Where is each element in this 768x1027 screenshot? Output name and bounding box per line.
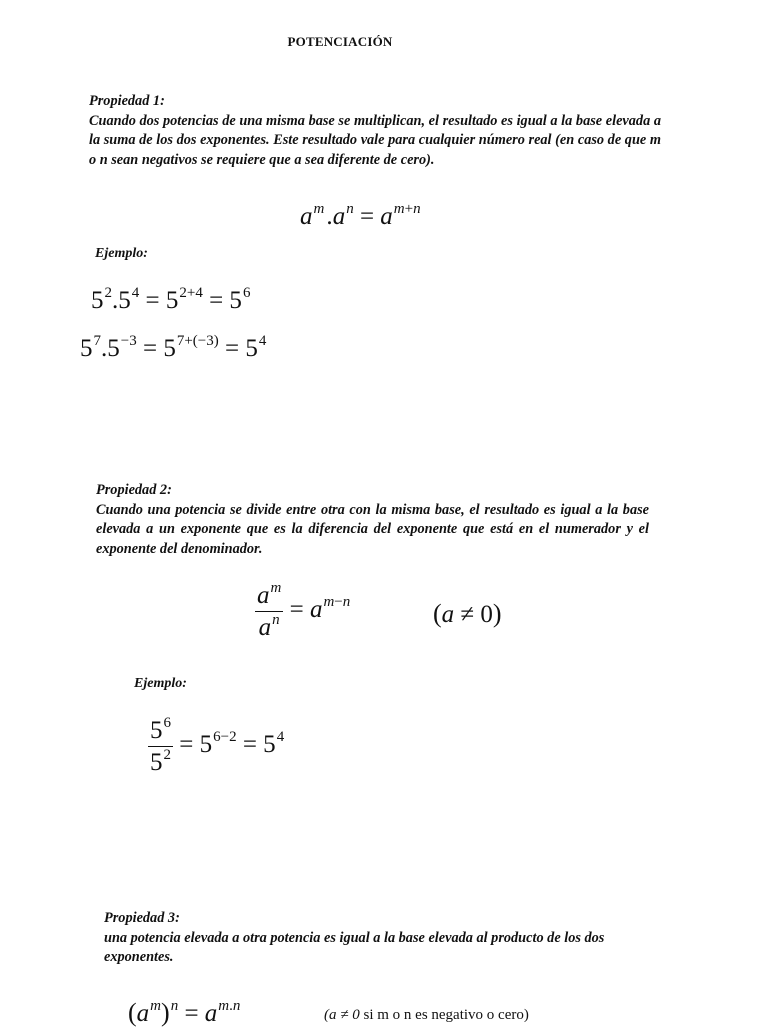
property-1-example-1: $5^2.5^4 = 5^{2+4} = 5^6$ — [91, 285, 251, 314]
property-3-condition-lead: (a ≠ 0 — [324, 1007, 360, 1023]
property-3-condition — [324, 1007, 529, 1024]
property-1-example-2: $5^7.5^{-3} = 5^{7+(-3)} = 5^4$ — [80, 333, 267, 362]
property-2-condition: (a ≠ 0) — [433, 599, 502, 628]
property-1-example-label: Ejemplo: — [95, 246, 148, 261]
property-1-text: Cuando dos potencias de una misma base se multiplican, el resultado es igual a la base elevada a la suma de los dos exponentes. Este resultado vale para cualquier número real (en caso de que m o n sean negativos se requiere que a sea diferente de cero). — [89, 112, 661, 168]
property-1 — [89, 92, 661, 170]
property-2-formula: $\frac{a^m}{a^n}$ = $a^{m-n}$ — [257, 580, 351, 641]
property-2-text: Cuando una potencia se divide entre otra con la misma base, el resultado es igual a la base elevada a un exponente que es la diferencia del exponente que está en el numerador y el exponente del denominador. — [96, 501, 649, 557]
property-1-formula: $a^m$ $.a^n = a^{m+n}$ — [300, 201, 421, 230]
property-3-condition-text: si m o n es negativo o cero) — [359, 1007, 529, 1023]
property-2-heading: Propiedad 2: — [96, 482, 172, 498]
property-3-formula: $(a^m)^n = a^{m.n}$ — [128, 998, 241, 1027]
property-2-example-1: $\frac{5^6}{5^2}$ = $5^{6-2} = 5^4$ — [150, 715, 285, 776]
property-2-fraction: $\frac{a^m}{a^n}$ — [257, 580, 282, 641]
property-2 — [96, 481, 649, 559]
property-3-text: una potencia elevada a otra potencia es igual a la base elevada al producto de los dos exponentes. — [104, 929, 605, 966]
property-2-example-label: Ejemplo: — [134, 676, 187, 691]
property-2-example-fraction: $\frac{5^6}{5^2}$ — [150, 715, 171, 776]
property-3 — [104, 909, 652, 968]
property-3-heading: Propiedad 3: — [104, 910, 180, 926]
property-1-heading: Propiedad 1: — [89, 93, 165, 109]
page-title: POTENCIACIÓN — [287, 34, 393, 49]
